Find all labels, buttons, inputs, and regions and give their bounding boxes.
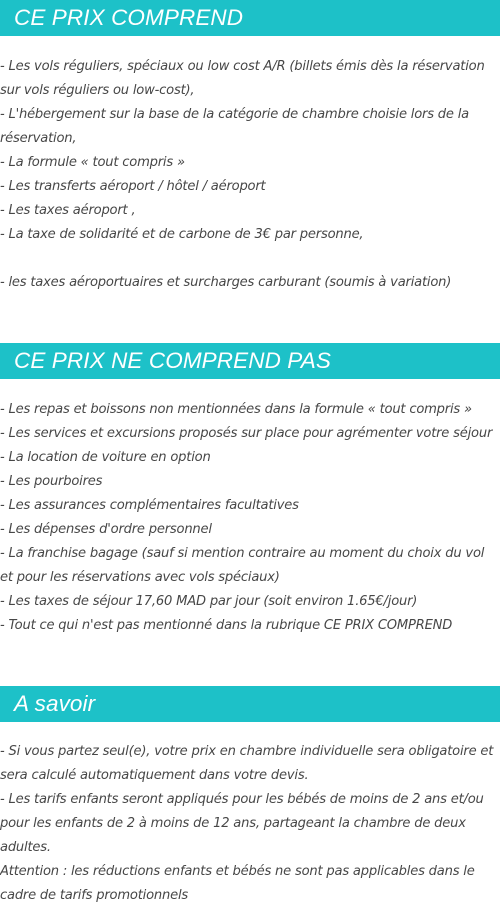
- section-header-a-savoir: A savoir: [0, 686, 500, 722]
- list-item: - L'hébergement sur la base de la catégorie de chambre choisie lors de la réservation,: [0, 107, 469, 146]
- list-item: - Les tarifs enfants seront appliqués pour les bébés de moins de 2 ans et/ou pour les enfants de 2 à moins de 12 ans, partageant la chambre de deux adultes.: [0, 792, 484, 855]
- list-item: - Les pourboires: [0, 474, 103, 489]
- list-item: Attention : les réductions enfants et bébés ne sont pas applicables dans le cadre de tarifs promotionnels: [0, 864, 475, 903]
- section-header-ce-prix-comprend: CE PRIX COMPREND: [0, 0, 500, 36]
- list-item: - Les transferts aéroport / hôtel / aéroport: [0, 179, 266, 194]
- list-item: - Les repas et boissons non mentionnées dans la formule « tout compris »: [0, 402, 472, 417]
- list-item: - Tout ce qui n'est pas mentionné dans la rubrique CE PRIX COMPREND: [0, 618, 453, 633]
- list-item: - La formule « tout compris »: [0, 155, 185, 170]
- list-item: - La location de voiture en option: [0, 450, 211, 465]
- list-item: - les taxes aéroportuaires et surcharges carburant (soumis à variation): [0, 275, 452, 290]
- included-list: [0, 55, 500, 295]
- list-item: - La franchise bagage (sauf si mention contraire au moment du choix du vol et pour les réservations avec vols spéciaux): [0, 546, 485, 585]
- list-item: - Les vols réguliers, spéciaux ou low cost A/R (billets émis dès la réservation sur vols réguliers ou low-cost),: [0, 59, 485, 98]
- list-item: - Les taxes aéroport ,: [0, 203, 136, 218]
- list-item: - Les taxes de séjour 17,60 MAD par jour (soit environ 1.65€/jour): [0, 594, 418, 609]
- list-item: - Les services et excursions proposés sur place pour agrémenter votre séjour: [0, 426, 493, 441]
- list-item: - Les assurances complémentaires facultatives: [0, 498, 299, 513]
- list-item: - Si vous partez seul(e), votre prix en chambre individuelle sera obligatoire et sera calculé automatiquement dans votre devis.: [0, 744, 494, 783]
- list-item: - Les dépenses d'ordre personnel: [0, 522, 212, 537]
- section-header-ce-prix-ne-comprend-pas: CE PRIX NE COMPREND PAS: [0, 343, 500, 379]
- list-spacer: [0, 247, 500, 271]
- list-item: - La taxe de solidarité et de carbone de 3€ par personne,: [0, 227, 364, 242]
- excluded-list: [0, 398, 500, 638]
